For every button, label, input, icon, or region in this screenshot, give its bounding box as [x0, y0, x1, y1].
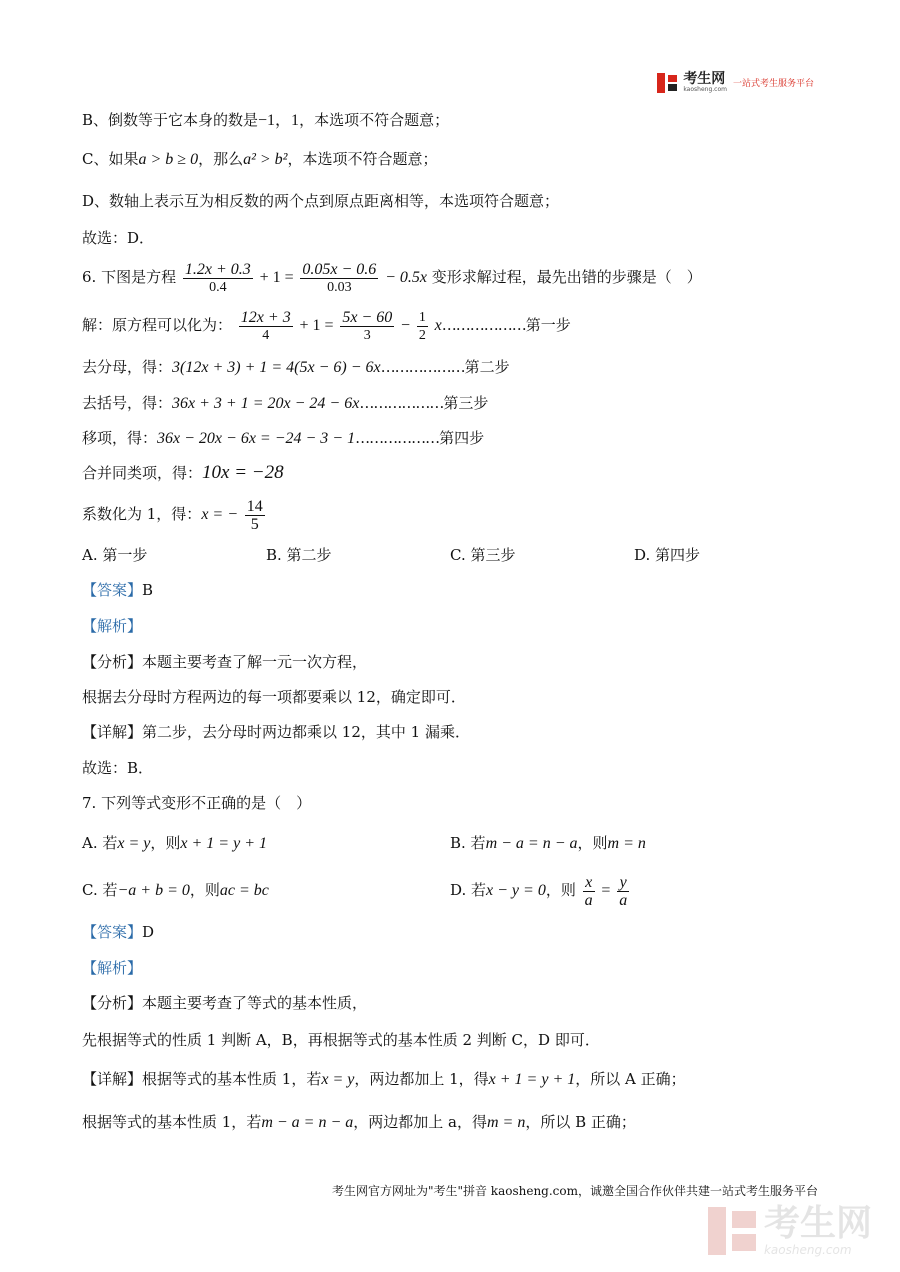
q7-option-c: C. 若−a + b = 0，则ac = bc [82, 881, 269, 899]
q6-step-3: 去括号，得：36x + 3 + 1 = 20x − 24 − 6x………………第三步 [82, 394, 489, 412]
watermark-logo-icon [708, 1207, 756, 1255]
q6-fraction-2: $\frac{0.05x - 0.6}{0.03}$ [302, 260, 377, 295]
q6-option-d: D. 第四步 [634, 546, 701, 564]
brand-domain: kaosheng.com [683, 86, 727, 93]
kaosheng-logo-icon [657, 73, 677, 93]
q6-xiangjie: 【详解】第二步，去分母时两边都乘以 12，其中 1 漏乘． [82, 723, 470, 741]
q5-option-d-analysis: D、数轴上表示互为相反数的两个点到原点距离相等，本选项符合题意； [82, 192, 560, 210]
q7-option-b: B. 若m − a = n − a，则m = n [450, 834, 646, 852]
q7-answer: 【答案】D [82, 923, 155, 941]
header-logo [657, 72, 814, 93]
q6-fraction-1: $\frac{1.2x + 0.3}{0.4}$ [184, 260, 251, 295]
q7-analysis-tag: 【解析】 [82, 959, 143, 977]
q7-xiangjie-2: 根据等式的基本性质 1，若m − a = n − a，两边都加上 a，得m = n，所以 B 正确； [82, 1113, 636, 1131]
watermark-domain: kaosheng.com [763, 1243, 852, 1257]
q6-step-6: 系数化为 1，得：x = − $\frac{14}{5}$ [82, 497, 263, 533]
brand-tagline: 一站式考生服务平台 [732, 79, 814, 89]
q5-option-b-analysis: B、倒数等于它本身的数是−1，1，本选项不符合题意； [82, 111, 450, 129]
footer-text: 考生网官方网址为"考生"拼音 kaosheng.com，诚邀全国合作伙伴共建一站式考生服务平台 [331, 1184, 818, 1198]
q6-option-a: A. 第一步 [82, 546, 148, 564]
watermark [708, 1205, 872, 1257]
q7-option-d: D. 若x − y = 0，则 $\frac{x}{a}$ = $\frac{y}{a}$ [450, 873, 628, 909]
q6-step-1: 解：原方程可以化为： $\frac{12x + 3}{4}$ + 1 = $\frac{5x - 60}{3}$ − $\frac{1}{2}$ x………………第一步 [82, 308, 571, 343]
q6-option-b: B. 第二步 [266, 546, 332, 564]
q6-stem: 6. 下图是方程 $\frac{1.2x + 0.3}{0.4}$ + 1 = $\frac{0.05x - 0.6}{0.03}$ − 0.5x 变形求解过程，最先出错的步骤是（ ） [82, 260, 702, 295]
q6-step-5: 合并同类项，得：10x = −28 [82, 462, 284, 483]
q6-analysis-tag: 【解析】 [82, 617, 143, 635]
q7-fenxi-2: 先根据等式的性质 1 判断 A，B，再根据等式的基本性质 2 判断 C，D 即可． [82, 1031, 600, 1049]
q6-fenxi: 【分析】本题主要考查了解一元一次方程， [82, 653, 368, 671]
q7-option-a: A. 若x = y，则x + 1 = y + 1 [82, 834, 267, 852]
q7-xiangjie-1: 【详解】根据等式的基本性质 1，若x = y，两边都加上 1，得x + 1 = y + 1，所以 A 正确； [82, 1070, 686, 1088]
q6-choice: 故选：B． [82, 759, 154, 777]
q5-choice: 故选：D． [82, 229, 155, 247]
q6-step-4: 移项，得：36x − 20x − 6x = −24 − 3 − 1………………第四步 [82, 429, 485, 447]
q6-fenxi-2: 根据去分母时方程两边的每一项都要乘以 12，确定即可． [82, 688, 466, 706]
q7-stem: 7. 下列等式变形不正确的是（ ） [82, 794, 312, 812]
q6-answer: 【答案】B [82, 581, 154, 599]
q5-option-c-analysis: C、如果a > b ≥ 0，那么a² > b²，本选项不符合题意； [82, 150, 438, 168]
q7-fenxi: 【分析】本题主要考查了等式的基本性质， [82, 994, 368, 1012]
q6-option-c: C. 第三步 [450, 546, 516, 564]
watermark-brand: 考生网 [763, 1203, 872, 1244]
q6-step-2: 去分母，得：3(12x + 3) + 1 = 4(5x − 6) − 6x………………第二步 [82, 358, 510, 376]
brand-name: 考生网 [683, 71, 726, 87]
